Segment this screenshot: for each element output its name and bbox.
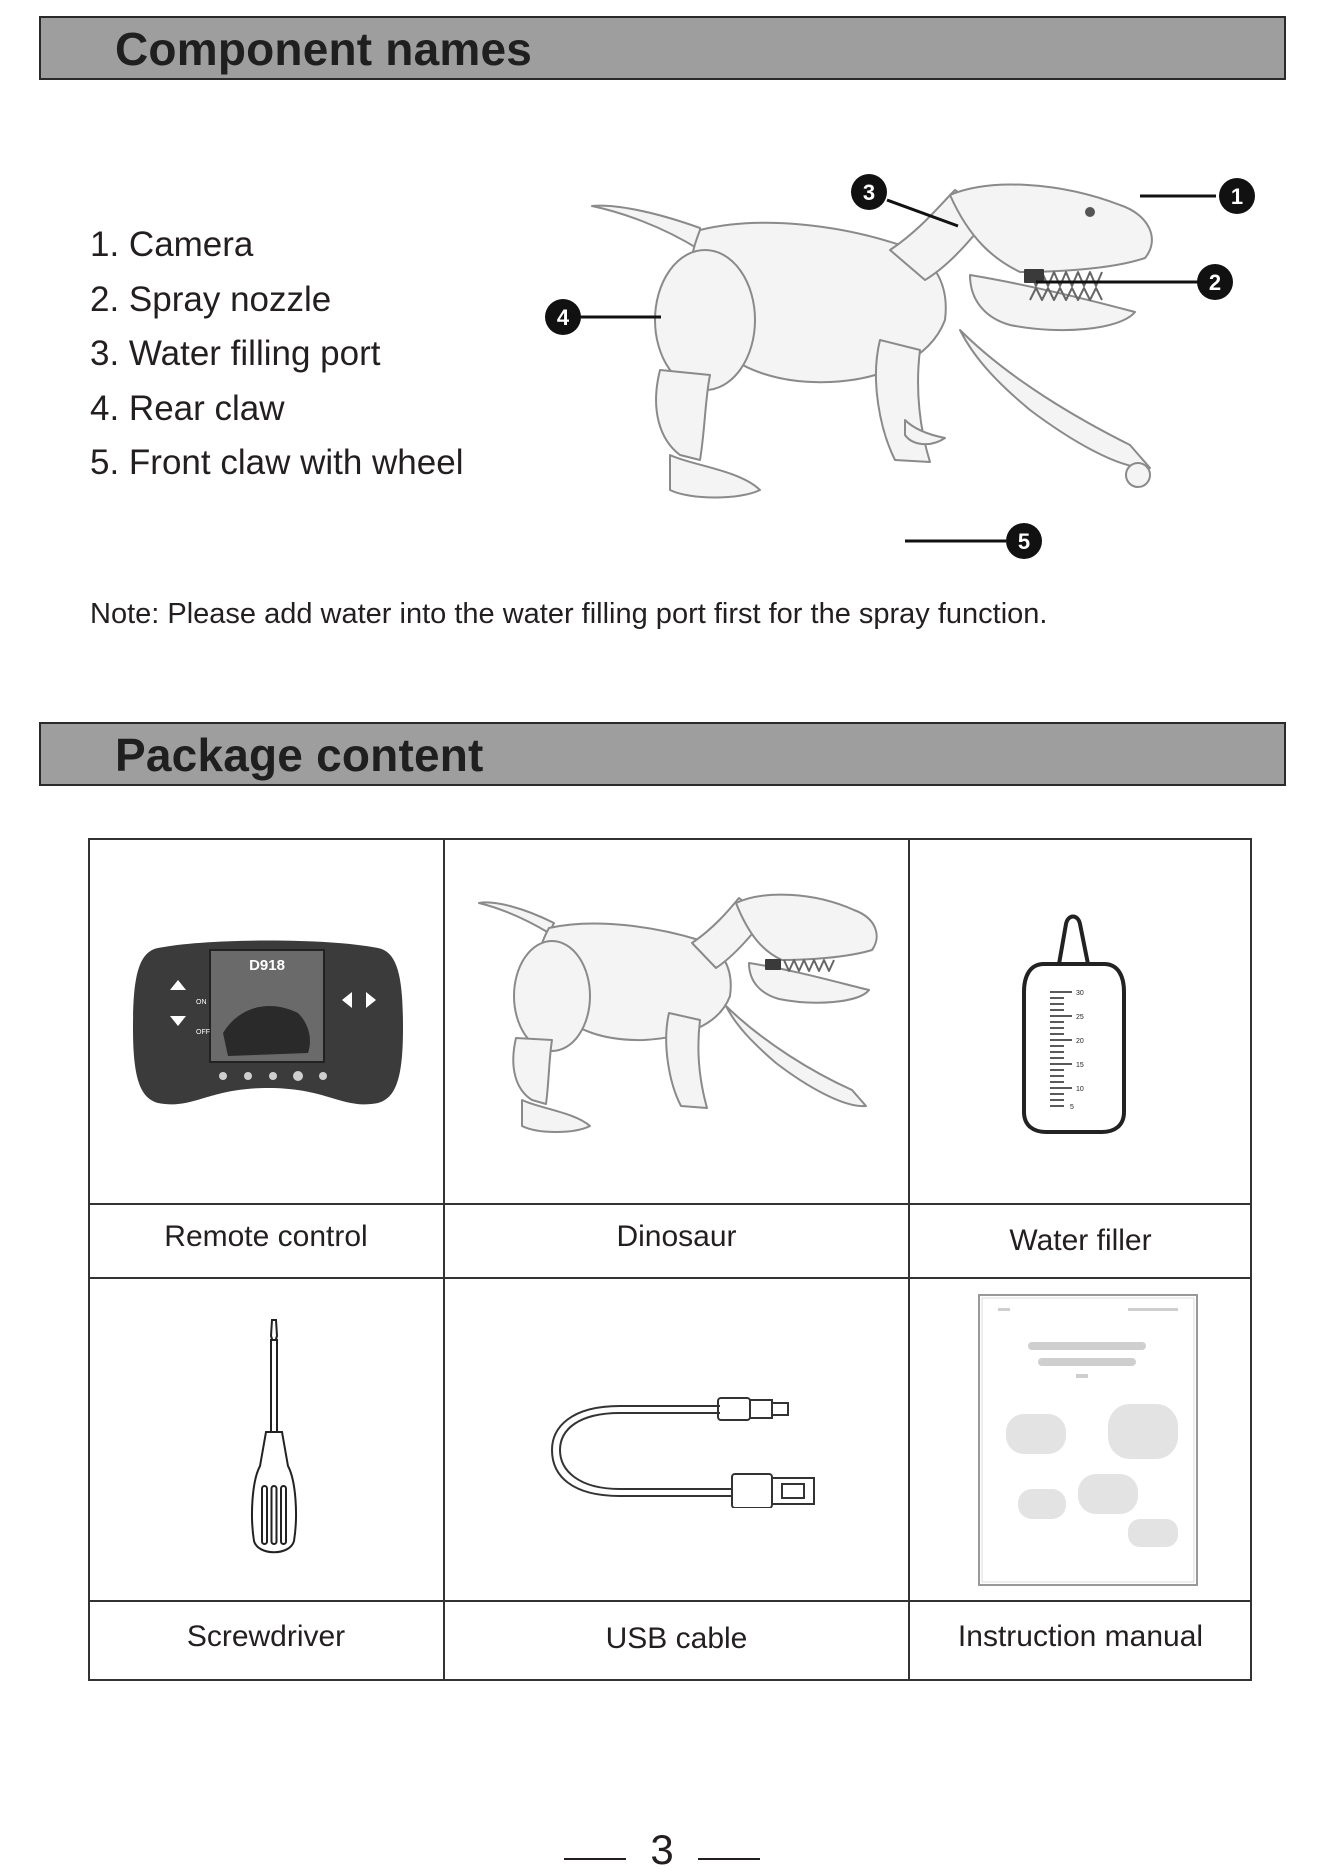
callout-4 bbox=[545, 299, 581, 335]
callout-5 bbox=[1006, 523, 1042, 559]
component-names-banner bbox=[39, 16, 1286, 80]
remote-control-image bbox=[128, 938, 408, 1118]
section-title-package-content: Package content bbox=[115, 729, 484, 781]
svg-text:D918: D918 bbox=[249, 957, 285, 974]
section-title-component-names: Component names bbox=[115, 23, 533, 75]
svg-text:2: 2 bbox=[1208, 270, 1222, 295]
dinosaur-diagram bbox=[540, 160, 1260, 570]
item-label-usb-cable: USB cable bbox=[605, 1622, 748, 1655]
instruction-manual-image bbox=[978, 1294, 1200, 1588]
item-label-remote-control: Remote control bbox=[164, 1220, 368, 1253]
component-item-water-filling-port: 3. Water filling port bbox=[90, 334, 381, 373]
svg-text:30: 30 bbox=[1076, 990, 1084, 997]
svg-text:3: 3 bbox=[862, 180, 876, 205]
water-note: Note: Please add water into the water filling port first for the spray function. bbox=[90, 598, 1048, 630]
svg-text:10: 10 bbox=[1076, 1086, 1084, 1093]
callout-2 bbox=[1197, 264, 1233, 300]
item-label-water-filler: Water filler bbox=[1009, 1224, 1152, 1257]
svg-text:5: 5 bbox=[1070, 1104, 1074, 1111]
dinosaur-image bbox=[464, 878, 894, 1178]
svg-text:ON: ON bbox=[196, 999, 207, 1006]
page-number-text: 3 bbox=[650, 1826, 674, 1873]
callout-1 bbox=[1219, 178, 1255, 214]
item-label-dinosaur: Dinosaur bbox=[616, 1220, 737, 1253]
component-item-spray-nozzle: 2. Spray nozzle bbox=[90, 279, 332, 319]
svg-text:25: 25 bbox=[1076, 1014, 1084, 1021]
svg-text:4: 4 bbox=[556, 305, 570, 330]
svg-text:20: 20 bbox=[1076, 1038, 1084, 1045]
package-content-table bbox=[88, 838, 1252, 1681]
page-number bbox=[562, 1826, 762, 1872]
callout-3 bbox=[851, 174, 887, 210]
water-filler-image bbox=[1014, 912, 1134, 1134]
svg-text:5: 5 bbox=[1017, 529, 1031, 554]
item-label-screwdriver: Screwdriver bbox=[186, 1620, 346, 1653]
component-list bbox=[90, 218, 463, 491]
screwdriver-image bbox=[244, 1316, 304, 1561]
package-content-banner bbox=[39, 722, 1286, 786]
component-item-rear-claw: 4. Rear claw bbox=[90, 388, 285, 428]
item-label-instruction-manual: Instruction manual bbox=[957, 1620, 1204, 1653]
component-item-camera: 1. Camera bbox=[90, 225, 254, 264]
svg-text:OFF: OFF bbox=[196, 1029, 210, 1036]
svg-text:1: 1 bbox=[1230, 184, 1244, 209]
svg-text:15: 15 bbox=[1076, 1062, 1084, 1069]
component-item-front-claw: 5. Front claw with wheel bbox=[90, 443, 464, 482]
page-number-dash-right bbox=[698, 1858, 760, 1860]
usb-cable-image bbox=[550, 1378, 820, 1508]
dinosaur-illustration bbox=[592, 185, 1152, 498]
